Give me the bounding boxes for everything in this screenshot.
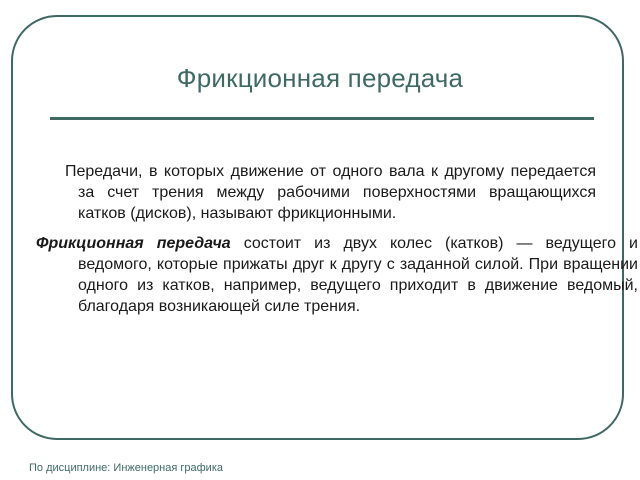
paragraph-definition: Передачи, в которых движение от одного вала к другому передается за счет трения между рабочими поверхностями вращающихся катков (дисков), называют фрикционными. <box>65 163 596 222</box>
paragraph-description-text: состоит из двух колес (катков) — ведущего и ведомого, которые прижаты друг к другу с заданной силой. При вращении одного из катков, например, ведущего приходит в движение ведомый, благодаря возникающей силе трения. <box>78 235 638 315</box>
footer-discipline: По дисциплине: Инженерная графика <box>29 462 223 474</box>
term-frictional-gear: Фрикционная передача <box>36 235 231 252</box>
paragraph-description <box>36 233 638 317</box>
slide-title: Фрикционная передача <box>176 63 464 93</box>
title-divider <box>50 117 594 120</box>
